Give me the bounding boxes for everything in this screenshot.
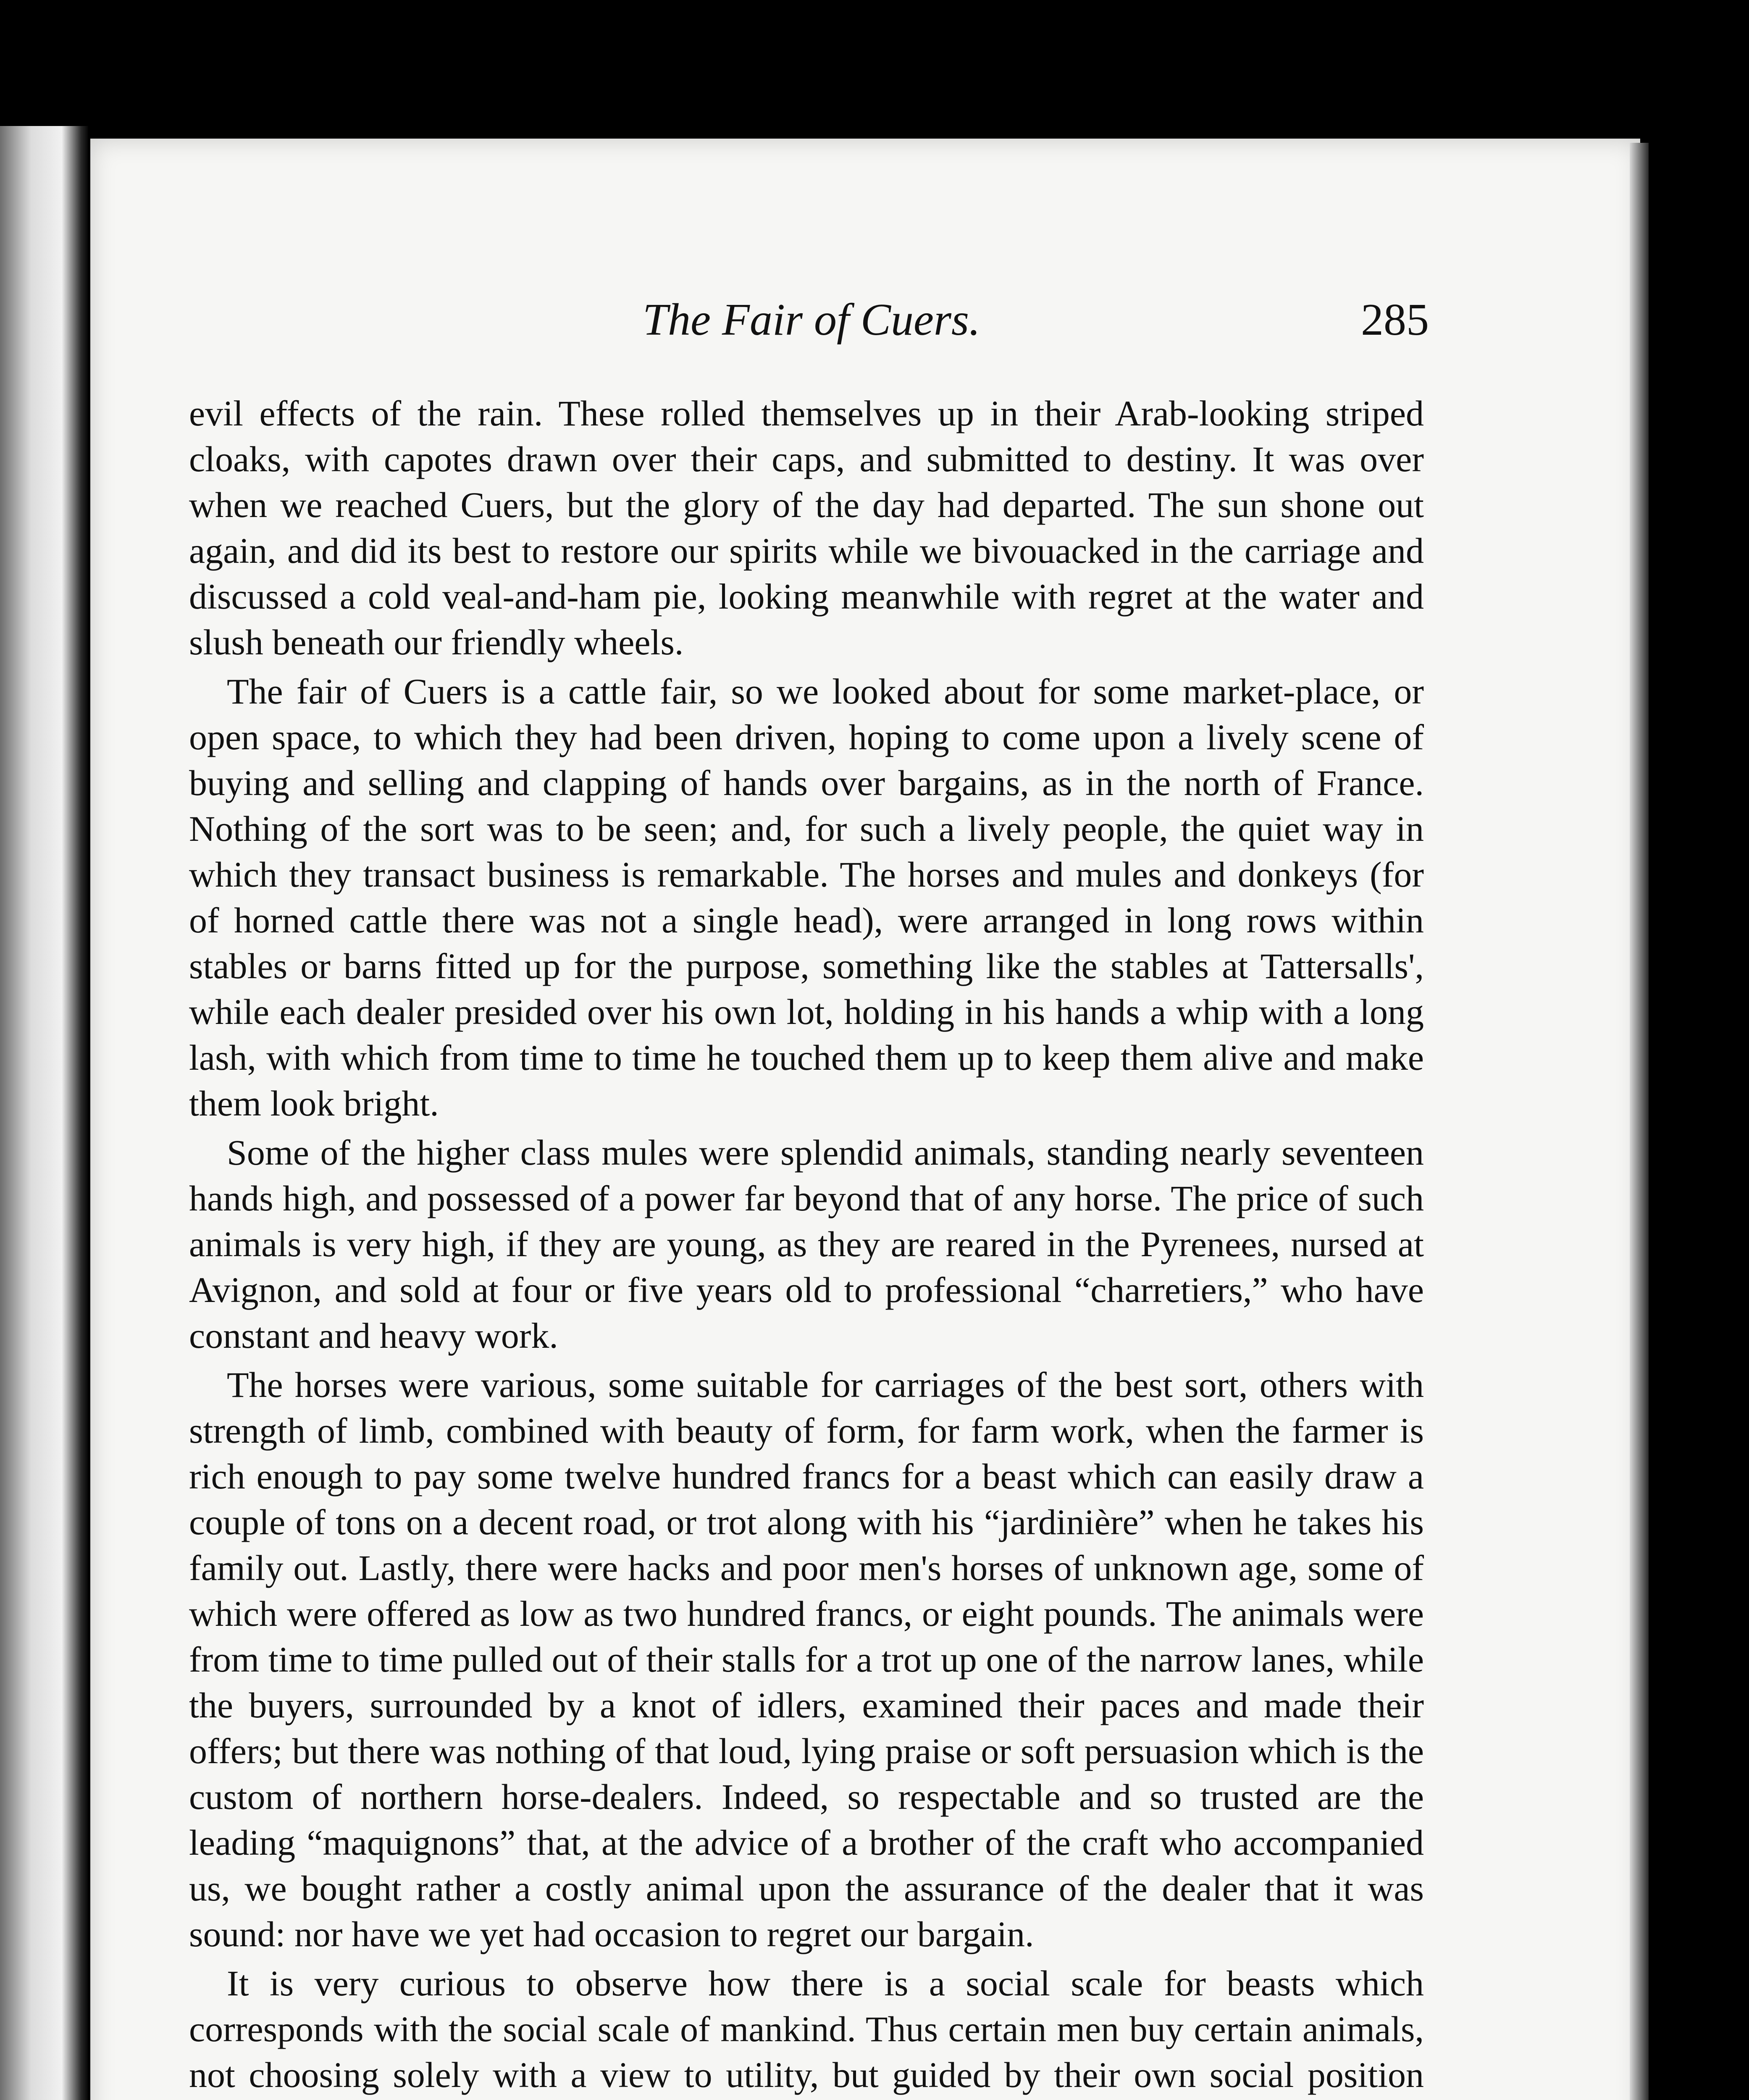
paragraph-2: The fair of Cuers is a cattle fair, so we looked about for some market-place, or open space, to which they had been driven, hoping to come upon a lively scene of buying and selling and clapping of hands over bargains, as in the north of France. Nothing of the sort was to be seen; and, for such a lively people, the quiet way in which they transact business is remarkable. The horses and mules and donkeys (for of horned cattle there was not a single head), were arranged in long rows within stables or barns fitted up for the purpose, something like the stables at Tattersalls', while each dealer presided over his own lot, holding in his hands a whip with a long lash, with which from time to time he touched them up to keep them alive and make them look bright.: [189, 671, 1424, 1124]
page-number: 285: [1361, 295, 1429, 345]
page-edge-shadow: [1630, 143, 1649, 2100]
facing-page-edge: [0, 126, 88, 2100]
paragraph-3: Some of the higher class mules were splendid animals, standing nearly seventeen hands high, and possessed of a power far beyond that of any horse. The price of such animals is very high, if they are young, as they are reared in the Pyrenees, nursed at Avignon, and sold at four or five years old to professional “charretiers,” who have constant and heavy work.: [189, 1132, 1424, 1356]
body-text: [189, 391, 1424, 2100]
running-head: The Fair of Cuers.: [643, 295, 981, 345]
paragraph-1: evil effects of the rain. These rolled themselves up in their Arab-looking striped cloaks, with capotes drawn over their caps, and submitted to destiny. It was over when we reached Cuers, but the glory of the day had departed. The sun shone out again, and did its best to restore our spirits while we bivouacked in the carriage and discussed a cold veal-and-ham pie, looking meanwhile with regret at the water and slush beneath our friendly wheels.: [189, 393, 1424, 662]
paragraph-4: The horses were various, some suitable for carriages of the best sort, others with strength of limb, combined with beauty of form, for farm work, when the farmer is rich enough to pay some twelve hundred francs for a beast which can easily draw a couple of tons on a decent road, or trot along with his “jardinière” when he takes his family out. Lastly, there were hacks and poor men's horses of unknown age, some of which were offered as low as two hundred francs, or eight pounds. The animals were from time to time pulled out of their stalls for a trot up one of the narrow lanes, while the buyers, surrounded by a knot of idlers, examined their paces and made their offers; but there was nothing of that loud, lying praise or soft persuasion which is the custom of northern horse-dealers. Indeed, so respectable and so trusted are the leading “maquignons” that, at the advice of a brother of the craft who accompanied us, we bought rather a costly animal upon the assurance of the dealer that it was sound: nor have we yet had occasion to regret our bargain.: [189, 1365, 1424, 1954]
paragraph-5: It is very curious to observe how there is a social scale for beasts which corresponds with the social scale of mankind. Thus certain men buy certain animals, not choosing solely with a view to utility, but guided by their own social position: [189, 1963, 1424, 2095]
